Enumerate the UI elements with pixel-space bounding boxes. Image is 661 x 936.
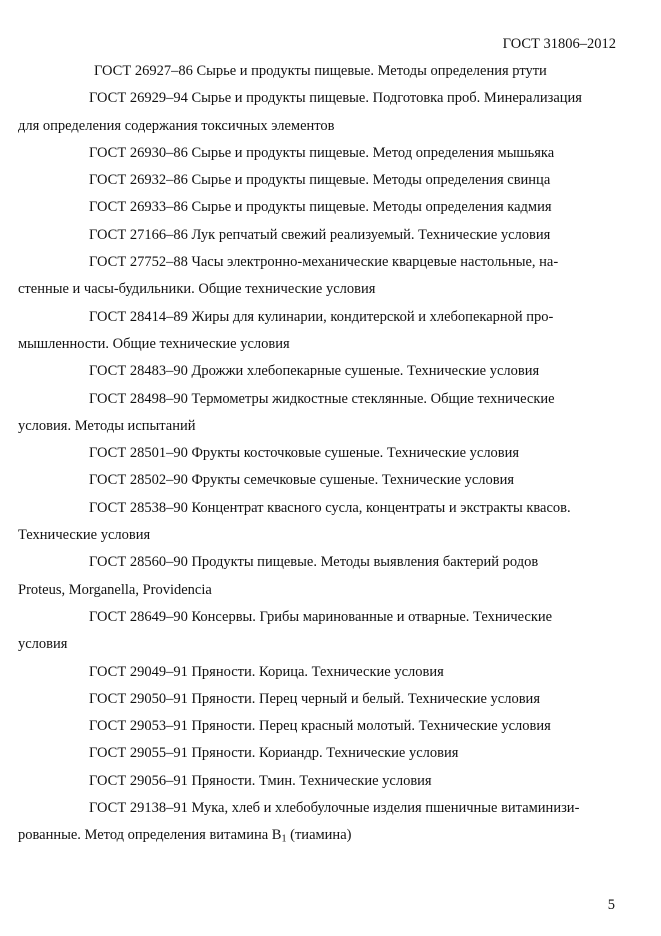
reference-line: стенные и часы-будильники. Общие технические условия — [18, 281, 376, 298]
reference-entry — [18, 85, 622, 140]
reference-line: ГОСТ 26927–86 Сырье и продукты пищевые. Методы определения ртути — [94, 63, 547, 79]
reference-line: ГОСТ 26933–86 Сырье и продукты пищевые. Методы определения кадмия — [89, 199, 552, 216]
reference-line-with-subscript — [18, 822, 622, 849]
reference-line: ГОСТ 29049–91 Пряности. Корица. Технические условия — [89, 663, 444, 680]
reference-line: ГОСТ 28501–90 Фрукты косточковые сушеные. Технические условия — [89, 445, 520, 462]
reference-line-tail: (тиамина) — [286, 827, 352, 844]
reference-line: ГОСТ 29055–91 Пряности. Кориандр. Технические условия — [89, 745, 459, 762]
reference-line: ГОСТ 26929–94 Сырье и продукты пищевые. Подготовка проб. Минерализация — [89, 90, 582, 107]
reference-line: ГОСТ 28414–89 Жиры для кулинарии, кондитерской и хлебопекарной про- — [89, 308, 554, 325]
reference-line: ГОСТ 29138–91 Мука, хлеб и хлебобулочные изделия пшеничные витаминизи- — [89, 800, 580, 817]
page-number: 5 — [607, 897, 615, 913]
reference-entry — [18, 386, 622, 441]
reference-entry — [18, 358, 622, 385]
reference-entry — [18, 768, 622, 795]
reference-line: ГОСТ 28560–90 Продукты пищевые. Методы выявления бактерий родов — [89, 554, 539, 571]
reference-entry — [18, 194, 622, 221]
reference-entry — [18, 795, 622, 850]
reference-entry — [18, 440, 622, 467]
reference-line: ГОСТ 28498–90 Термометры жидкостные стеклянные. Общие технические — [89, 390, 555, 407]
reference-line: для определения содержания токсичных элементов — [18, 117, 335, 134]
reference-entry — [18, 686, 622, 713]
references-list — [18, 58, 622, 850]
reference-line: ГОСТ 29053–91 Пряности. Перец красный молотый. Технические условия — [89, 718, 551, 735]
reference-entry — [18, 495, 622, 550]
reference-entry — [18, 604, 622, 659]
reference-line: ГОСТ 26932–86 Сырье и продукты пищевые. Методы определения свинца — [89, 172, 551, 189]
reference-entry — [18, 249, 622, 304]
reference-line: Технические условия — [18, 527, 151, 544]
reference-entry — [18, 304, 622, 359]
reference-line: ГОСТ 28538–90 Концентрат квасного сусла, концентраты и экстракты квасов. — [89, 499, 571, 516]
reference-line: мышленности. Общие технические условия — [18, 335, 290, 352]
reference-entry — [18, 659, 622, 686]
reference-entry — [18, 549, 622, 604]
reference-line-text: рованные. Метод определения витамина В — [18, 827, 282, 844]
reference-line: ГОСТ 26930–86 Сырье и продукты пищевые. Метод определения мышьяка — [89, 144, 555, 161]
reference-entry — [18, 713, 622, 740]
reference-entry — [18, 58, 622, 85]
reference-line: ГОСТ 27166–86 Лук репчатый свежий реализуемый. Технические условия — [89, 226, 551, 243]
document-header: ГОСТ 31806–2012 — [502, 36, 616, 52]
reference-line: ГОСТ 28649–90 Консервы. Грибы маринованные и отварные. Технические — [89, 608, 553, 625]
reference-entry — [18, 467, 622, 494]
reference-line: ГОСТ 28502–90 Фрукты семечковые сушеные. Технические условия — [89, 472, 515, 489]
reference-line: условия. Методы испытаний — [18, 417, 196, 434]
reference-entry — [18, 740, 622, 767]
reference-entry — [18, 167, 622, 194]
reference-line: ГОСТ 27752–88 Часы электронно-механические кварцевые настольные, на- — [89, 254, 559, 271]
vitamin-subscript: 1 — [281, 833, 287, 845]
reference-entry — [18, 222, 622, 249]
reference-line: Proteus, Morganella, Providencia — [18, 581, 212, 598]
reference-line: условия — [18, 636, 68, 653]
reference-entry — [18, 140, 622, 167]
reference-line: ГОСТ 29056–91 Пряности. Тмин. Технические условия — [89, 772, 432, 789]
reference-line: ГОСТ 29050–91 Пряности. Перец черный и белый. Технические условия — [89, 690, 540, 707]
reference-line: ГОСТ 28483–90 Дрожжи хлебопекарные сушеные. Технические условия — [89, 363, 540, 380]
